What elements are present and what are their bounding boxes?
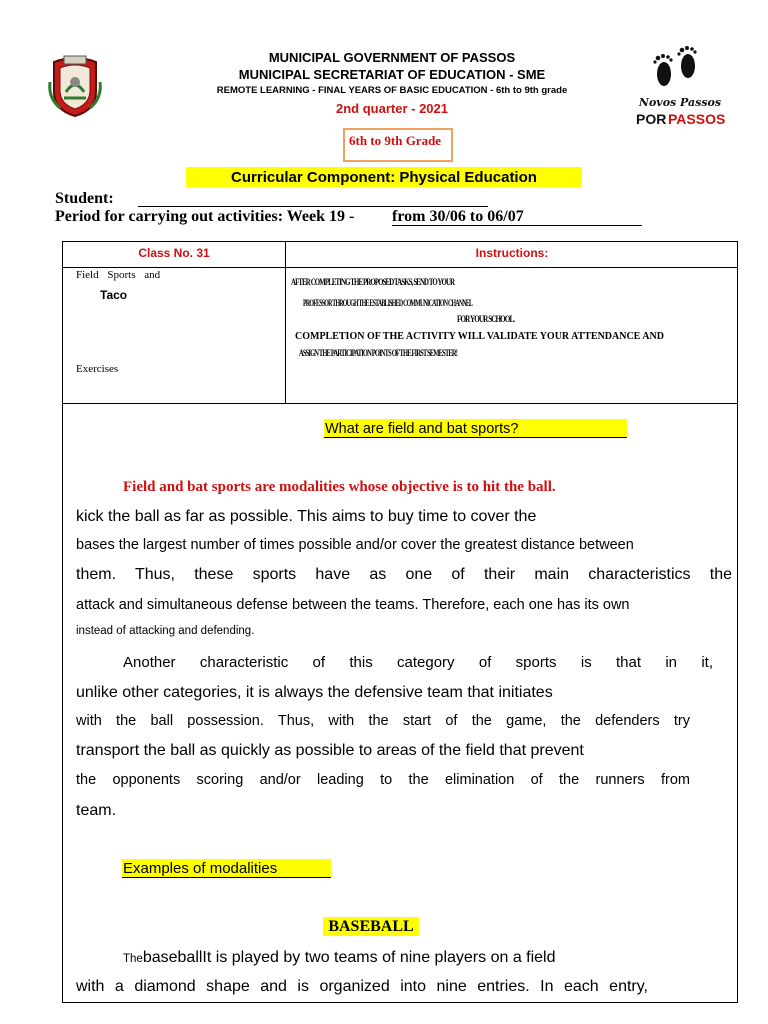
body-line: team. <box>76 802 117 819</box>
period-range: from 30/06 to 06/07 <box>392 208 524 225</box>
instruction-line-2: PROFESSOR THROUGH THE ESTABLISHED COMMUNICATION CHANNEL <box>303 299 473 309</box>
period-underline <box>392 225 642 226</box>
student-label: Student: <box>55 190 114 207</box>
table-header-divider <box>63 267 737 268</box>
instruction-line-3: FOR YOUR SCHOOL. <box>457 315 515 325</box>
body-line: Another characteristic of this category of sports is that in it, <box>123 654 713 671</box>
definition-sentence: Field and bat sports are modalities whose objective is to hit the ball. <box>123 479 556 495</box>
instruction-line-5: ASSIGN THE PARTICIPATION POINTS OF THE FIRST SEMESTER! <box>299 349 458 359</box>
body-line: unlike other categories, it is always the defensive team that initiates <box>76 684 553 701</box>
baseball-heading: BASEBALL <box>323 917 419 936</box>
curricular-component-title: Curricular Component: Physical Education <box>186 167 582 187</box>
question-title: What are field and bat sports? <box>324 419 627 438</box>
topic-line-3: Exercises <box>76 363 119 375</box>
body-line: the opponents scoring and/or leading to the elimination of the runners from <box>76 772 690 788</box>
baseball-line-2: with a diamond shape and is organized into nine entries. In each entry, <box>76 978 648 995</box>
body-line: with the ball possession. Thus, with the start of the game, the defenders try <box>76 713 690 729</box>
novos-passos-footprints-logo <box>630 44 730 134</box>
period-label: Period for carrying out activities: Week 19 - <box>55 208 355 225</box>
baseball-line-1 <box>123 949 556 967</box>
topic-line-2: Taco <box>100 288 128 302</box>
body-line: kick the ball as far as possible. This aims to buy time to cover the <box>76 508 537 525</box>
header-remote-learning: REMOTE LEARNING - FINAL YEARS OF BASIC EDUCATION - 6th to 9th grade <box>216 85 568 96</box>
baseball-text: baseballIt is played by two teams of nine players on a field <box>142 949 556 966</box>
instruction-line-1: AFTER COMPLETING THE PROPOSED TASKS, SEND TO YOUR <box>291 278 455 288</box>
grade-box: 6th to 9th Grade <box>343 128 453 162</box>
body-line: instead of attacking and defending. <box>76 625 255 637</box>
logo-script-text: Novos Passos <box>638 96 722 109</box>
header-municipal-government: MUNICIPAL GOVERNMENT OF PASSOS <box>268 50 516 65</box>
instructions-header: Instructions: <box>475 246 549 260</box>
topic-line-1: Field Sports and <box>76 269 161 281</box>
baseball-prefix: The <box>123 953 143 965</box>
body-line: bases the largest number of times possible and/or cover the greatest distance between <box>76 537 634 553</box>
header-quarter: 2nd quarter - 2021 <box>336 101 448 116</box>
student-name-line[interactable] <box>138 206 488 207</box>
body-line: attack and simultaneous defense between the teams. Therefore, each one has its own <box>76 597 630 613</box>
body-line: them. Thus, these sports have as one of their main characteristics the <box>76 566 732 583</box>
class-number: Class No. 31 <box>138 246 210 260</box>
passos-coat-of-arms-logo <box>46 52 104 118</box>
class-table <box>62 241 738 1003</box>
header-secretariat: MUNICIPAL SECRETARIAT OF EDUCATION - SME <box>238 67 546 82</box>
body-line: transport the ball as quickly as possible to areas of the field that prevent <box>76 742 584 759</box>
logo-por-text: POR <box>636 111 667 127</box>
logo-passos-text: PASSOS <box>668 111 726 127</box>
table-section-divider <box>63 403 737 404</box>
instruction-line-4: COMPLETION OF THE ACTIVITY WILL VALIDATE YOUR ATTENDANCE AND <box>295 331 664 342</box>
examples-title: Examples of modalities <box>122 859 331 878</box>
